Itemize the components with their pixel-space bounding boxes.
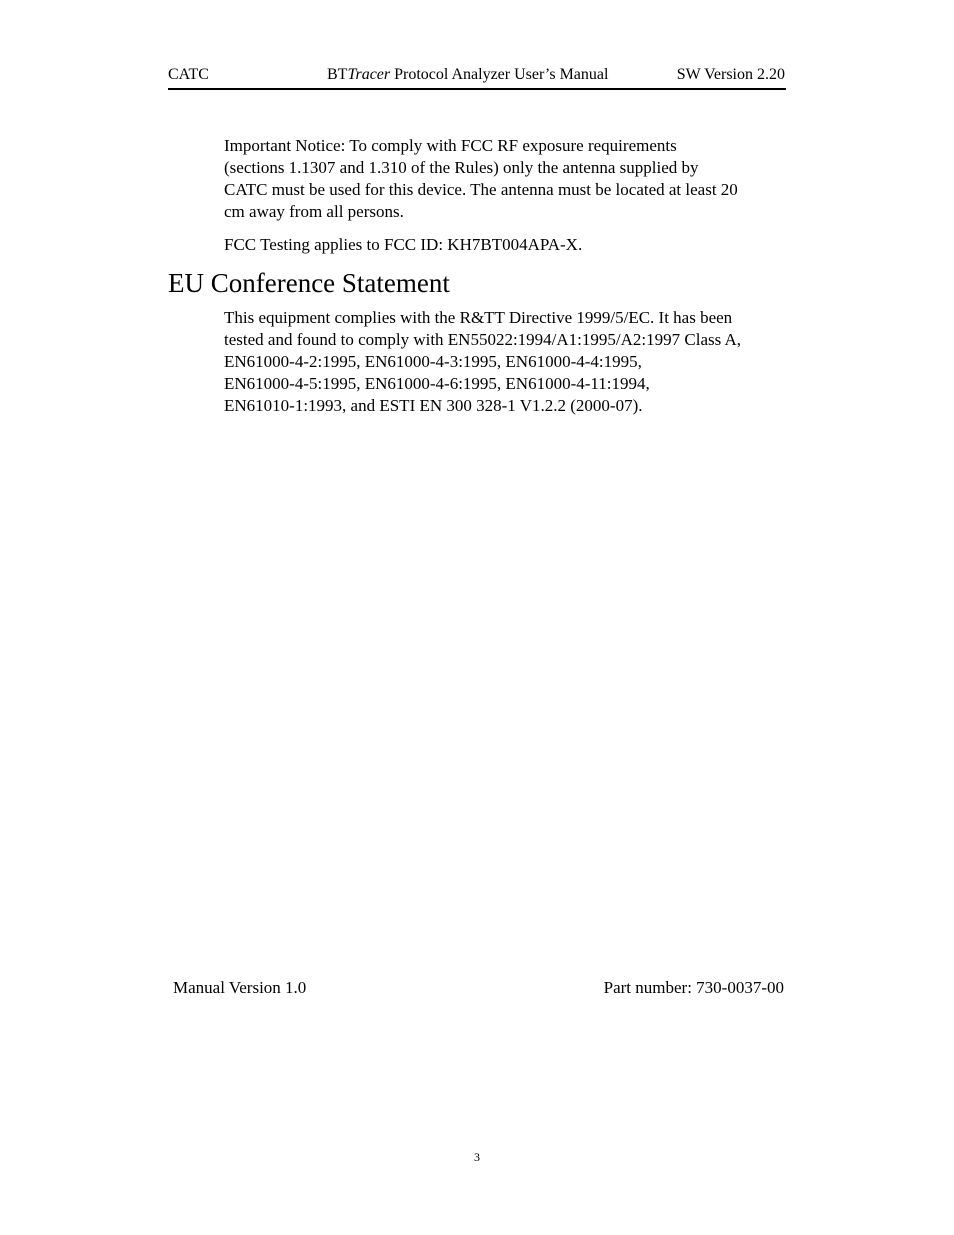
header-manual-title xyxy=(327,66,608,84)
statement-line: EN61000-4-5:1995, EN61000-4-6:1995, EN61000-4-11:1994, xyxy=(224,374,650,393)
section-heading: EU Conference Statement xyxy=(168,268,450,298)
fcc-testing-paragraph: FCC Testing applies to FCC ID: KH7BT004APA-X. xyxy=(224,235,583,254)
page-header xyxy=(168,66,786,90)
notice-line: cm away from all persons. xyxy=(224,202,404,221)
footer-manual-version: Manual Version 1.0 xyxy=(173,978,307,997)
header-title-italic: Tracer xyxy=(347,66,391,83)
header-sw-version: SW Version 2.20 xyxy=(676,66,785,83)
notice-line: (sections 1.1307 and 1.310 of the Rules) only the antenna supplied by xyxy=(224,158,699,177)
header-title-prefix: BT xyxy=(327,66,348,83)
page-number: 3 xyxy=(474,1150,480,1164)
eu-statement-paragraph xyxy=(224,307,790,417)
fcc-notice-paragraph xyxy=(224,135,790,223)
statement-line: tested and found to comply with EN55022:1994/A1:1995/A2:1997 Class A, xyxy=(224,330,742,349)
header-title-suffix: Protocol Analyzer User’s Manual xyxy=(390,66,609,83)
footer-part-number: Part number: 730-0037-00 xyxy=(603,978,784,997)
header-company: CATC xyxy=(168,66,209,83)
statement-line: EN61010-1:1993, and ESTI EN 300 328-1 V1.2.2 (2000-07). xyxy=(224,396,643,415)
notice-line: CATC must be used for this device. The antenna must be located at least 20 xyxy=(224,180,738,199)
statement-line: EN61000-4-2:1995, EN61000-4-3:1995, EN61000-4-4:1995, xyxy=(224,352,642,371)
statement-line: This equipment complies with the R&TT Directive 1999/5/EC. It has been xyxy=(224,308,733,327)
notice-line: Important Notice: To comply with FCC RF exposure requirements xyxy=(224,136,677,155)
